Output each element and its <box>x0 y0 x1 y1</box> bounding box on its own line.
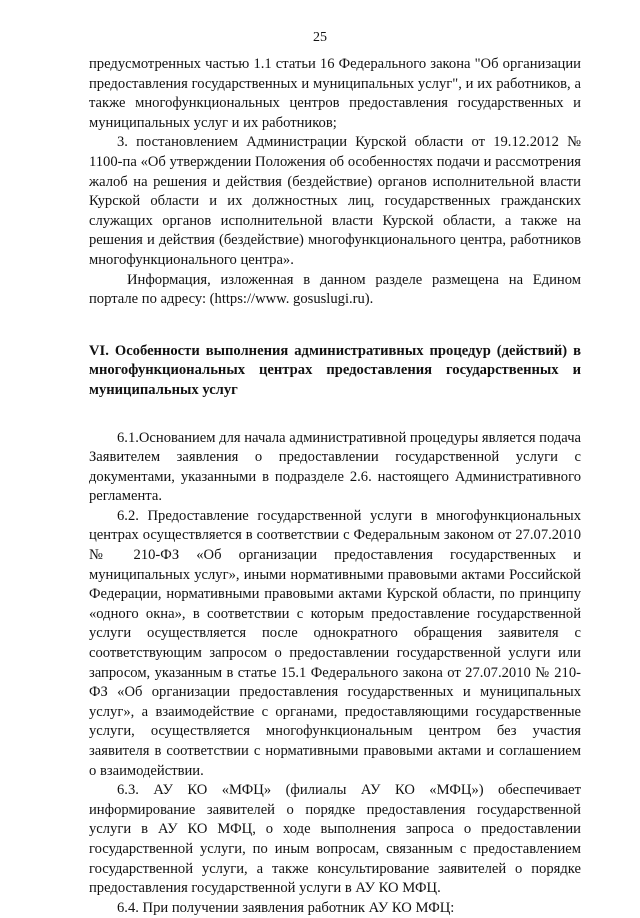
paragraph-continuation: предусмотренных частью 1.1 статьи 16 Федерального закона "Об организации предоставления государственных и муниципальных услуг", и их работников, а также многофункциональных центров предоставления государственных и муниципальных услуг и их работников; <box>89 56 581 131</box>
paragraph-6-2: 6.2. Предоставление государственной услуги в многофункциональных центрах осуществляется в соответствии с Федеральным законом от 27.07.2010 № 210-ФЗ «Об организации предоставления государственных и муниципальных услуг», иными нормативными правовыми актами Российской Федерации, нормативными правовыми актами Курской области, по принципу «одного окна», в соответствии с которым предоставление государственной услуги осуществляется после однократного обращения заявителя с соответствующим запросом о предоставлении государственной услуги или запросом, указанным в статье 15.1 Федерального закона от 27.07.2010 № 210-ФЗ «Об организации предоставления государственных и муниципальных услуг», а взаимодействие с органами, предоставляющими государственные услуги, осуществляется многофункциональным центром без участия заявителя в соответствии с нормативными правовыми актами и соглашением о взаимодействии. <box>89 507 581 779</box>
document-body <box>89 55 581 918</box>
paragraph-6-1: 6.1.Основанием для начала административной процедуры является подача Заявителем заявления о предоставлении государственной услуги с документами, указанными в подразделе 2.6. настоящего Административного регламента. <box>89 429 582 505</box>
paragraph-6-4: 6.4. При получении заявления работник АУ КО МФЦ: <box>117 899 455 916</box>
section-heading: VI. Особенности выполнения административных процедур (действий) в многофункциональных центрах предоставления государственных и муниципальных услуг <box>89 342 581 398</box>
paragraph-6-3: 6.3. АУ КО «МФЦ» (филиалы АУ КО «МФЦ») обеспечивает информирование заявителей о порядке предоставления государственной услуги в АУ КО МФЦ, о ходе выполнения запроса о предоставлении государственной услуги, по иным вопросам, связанным с предоставлением государственной услуги, а также консультирование заявителей о порядке предоставления государственной услуги в АУ КО МФЦ. <box>89 782 581 897</box>
page-number: 25 <box>313 30 327 45</box>
paragraph-resolution-3: 3. постановлением Администрации Курской области от 19.12.2012 № 1100-па «Об утверждении Положения об особенностях подачи и рассмотрения жалоб на решения и действия (бездействие) органов исполнительной власти Курской области и их должностных лиц, государственных гражданских служащих органов исполнительной власти Курской области, а также на решения и действия (бездействие) многофункционального центра, работников многофункционального центра». <box>89 134 581 268</box>
paragraph-information: Информация, изложенная в данном разделе размещена на Едином портале по адресу: (https://www. gosuslugi.ru). <box>89 271 581 308</box>
